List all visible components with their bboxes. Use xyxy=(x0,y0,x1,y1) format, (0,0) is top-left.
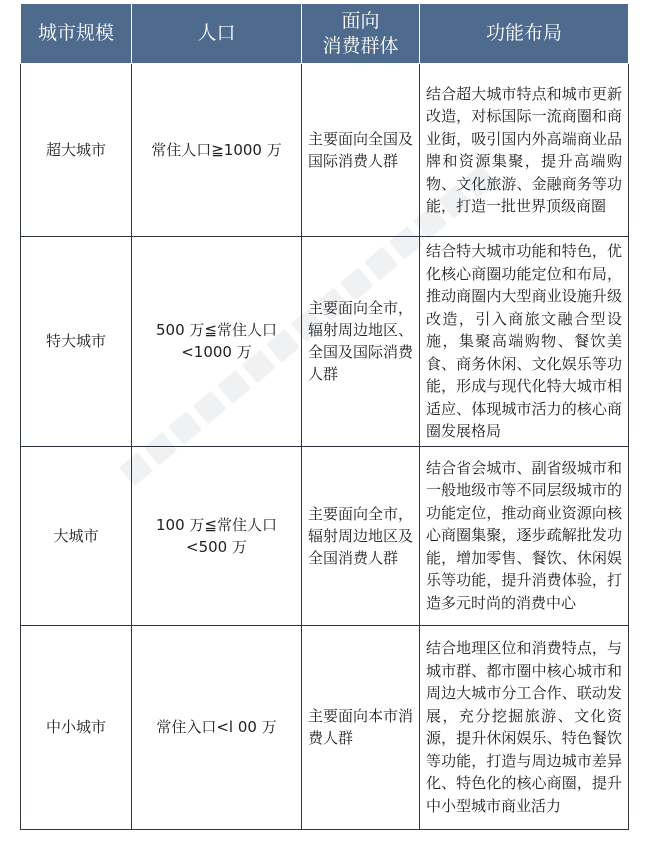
header-function-layout: 功能布局 xyxy=(420,4,629,64)
table-row xyxy=(21,625,629,829)
header-city-scale: 城市规模 xyxy=(21,4,132,64)
city-scale-cell: 特大城市 xyxy=(21,237,132,447)
header-population: 人口 xyxy=(132,4,302,64)
population-cell: 100 万≦常住人口<500 万 xyxy=(132,446,302,625)
header-consumer-group-line2: 消费群体 xyxy=(322,34,399,57)
population-cell: 常住人口≧1000 万 xyxy=(132,64,302,237)
population-cell: 常住入口<l 00 万 xyxy=(132,625,302,829)
city-scale-cell: 大城市 xyxy=(21,446,132,625)
function-layout-cell: 结合超大城市特点和城市更新改造，对标国际一流商圈和商业街，吸引国内外高端商业品牌和资源集聚，提升高端购物、文化旅游、金融商务等功能，打造一批世界顶级商圈 xyxy=(420,64,629,237)
table-row xyxy=(21,446,629,625)
city-scale-table xyxy=(20,3,629,830)
city-scale-cell: 超大城市 xyxy=(21,64,132,237)
header-row xyxy=(21,4,629,64)
population-cell: 500 万≦常住人口<1000 万 xyxy=(132,237,302,447)
consumer-group-cell: 主要面向全市，辐射周边地区、全国及国际消费人群 xyxy=(302,237,420,447)
city-scale-cell: 中小城市 xyxy=(21,625,132,829)
function-layout-cell: 结合特大城市功能和特色，优化核心商圈功能定位和布局，推动商圈内大型商业设施升级改造，引入商旅文融合型设施，集聚高端购物、餐饮美食、商务休闲、文化娱乐等功能，形成与现代化特大城市相适应、体现城市活力的核心商圈发展格局 xyxy=(420,237,629,447)
table-row xyxy=(21,64,629,237)
function-layout-cell: 结合地理区位和消费特点，与城市群、都市圈中核心城市和周边大城市分工合作、联动发展，充分挖掘旅游、文化资源，提升休闲娱乐、特色餐饮等功能，打造与周边城市差异化、特色化的核心商圈，提升中小型城市商业活力 xyxy=(420,625,629,829)
header-consumer-group xyxy=(302,4,420,64)
header-consumer-group-line1: 面向 xyxy=(341,9,380,32)
consumer-group-cell: 主要面向全国及国际消费人群 xyxy=(302,64,420,237)
function-layout-cell: 结合省会城市、副省级城市和一般地级市等不同层级城市的功能定位，推动商业资源向核心商圈集聚，逐步疏解批发功能，增加零售、餐饮、休闲娱乐等功能，提升消费体验，打造多元时尚的消费中心 xyxy=(420,446,629,625)
table-row xyxy=(21,237,629,447)
consumer-group-cell: 主要面向全市，辐射周边地区及全国消费人群 xyxy=(302,446,420,625)
consumer-group-cell: 主要面向本市消费人群 xyxy=(302,625,420,829)
